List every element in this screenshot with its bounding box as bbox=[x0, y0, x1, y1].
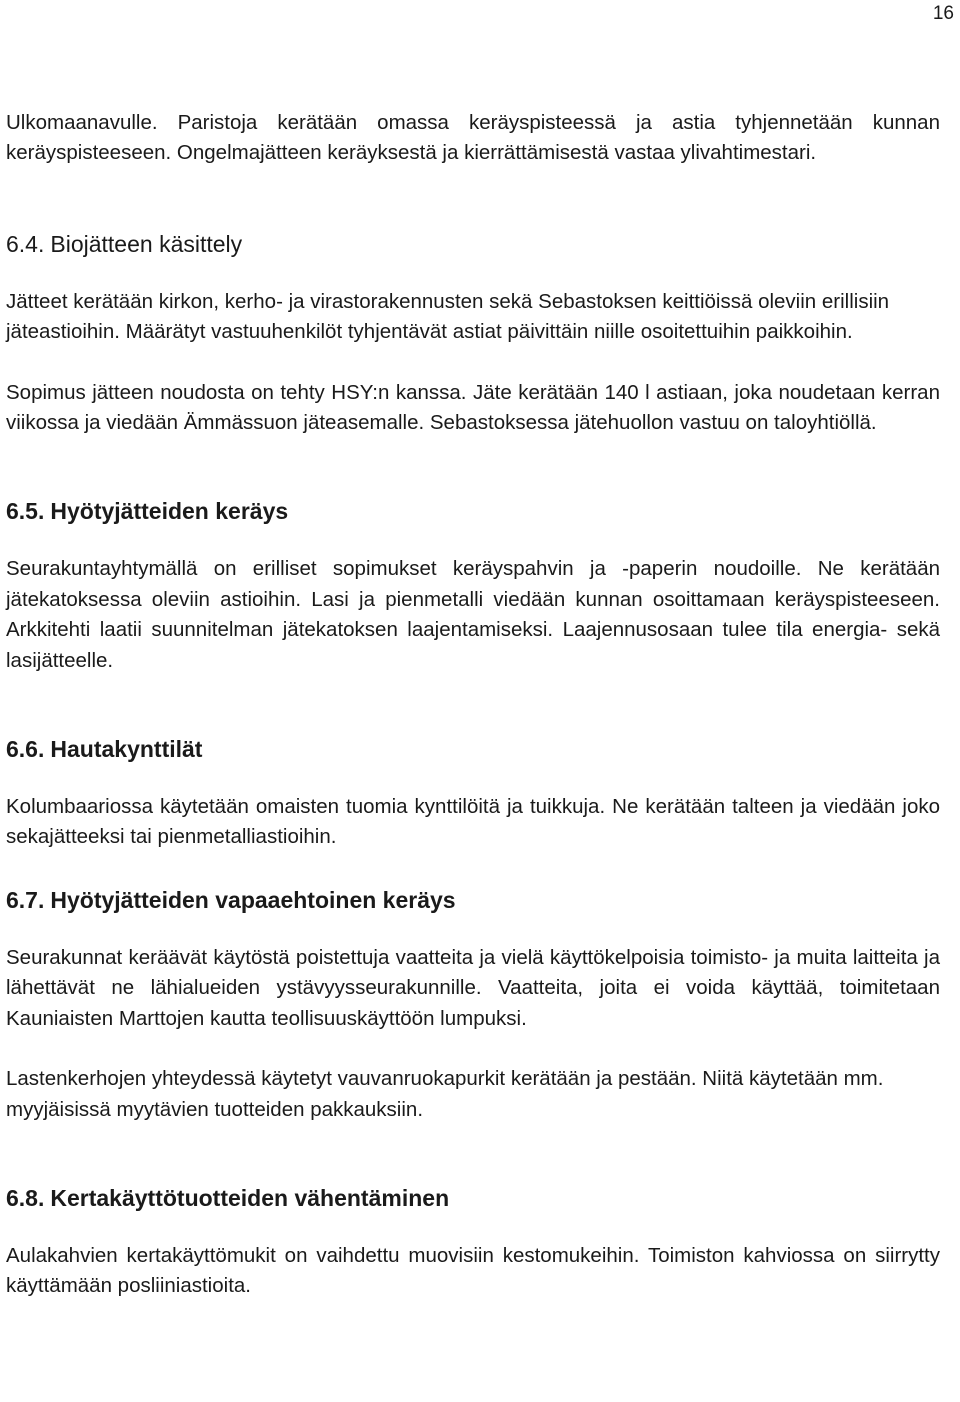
intro-paragraph: Ulkomaanavulle. Paristoja kerätään omassa keräyspisteessä ja astia tyhjennetään kunnan keräyspisteeseen. Ongelmajätteen keräyksestä ja kierrättämisestä vastaa ylivahtimestari. bbox=[6, 111, 940, 165]
section-number: 6.5. bbox=[6, 498, 45, 525]
section-6-6-paragraph-1: Kolumbaariossa käytetään omaisten tuomia kynttilöitä ja tuikkuja. Ne kerätään talteen ja viedään joko sekajätteeksi tai pienmetalliastioihin. bbox=[6, 795, 940, 849]
section-number: 6.4. bbox=[6, 230, 45, 257]
section-title: Hyötyjätteiden vapaaehtoinen keräys bbox=[50, 886, 456, 913]
section-number: 6.8. bbox=[6, 1184, 45, 1211]
section-heading-6-7 bbox=[6, 885, 940, 915]
section-title: Biojätteen käsittely bbox=[50, 230, 243, 257]
section-6-4-paragraph-2: Sopimus jätteen noudosta on tehty HSY:n kanssa. Jäte kerätään 140 l astiaan, joka noudetaan kerran viikossa ja viedään Ämmässuon jäteasemalle. Sebastoksessa jätehuollon vastuu on taloyhtiöllä. bbox=[6, 380, 940, 435]
section-title: Kertakäyttötuotteiden vähentäminen bbox=[50, 1184, 450, 1211]
section-heading-6-8 bbox=[6, 1183, 940, 1213]
section-heading-6-5 bbox=[6, 496, 940, 526]
page-number: 16 bbox=[932, 3, 954, 24]
section-6-7-paragraph-1: Seurakunnat keräävät käytöstä poistettuja vaatteita ja vielä käyttökelpoisia toimisto- ja muita laitteita ja lähettävät ne lähialueiden ystävyysseurakunnille. Vaatteita, joita ei voida käyttää, toimitetaan Kauniaisten Marttojen kautta teollisuuskäyttöön lumpuksi. bbox=[6, 945, 940, 1030]
section-number: 6.7. bbox=[6, 886, 45, 913]
section-title: Hautakynttilät bbox=[50, 736, 203, 763]
section-heading-6-4 bbox=[6, 229, 940, 259]
section-6-8-paragraph-1: Aulakahvien kertakäyttömukit on vaihdettu muovisiin kestomukeihin. Toimiston kahviossa on siirrytty käyttämään posliiniastioita. bbox=[6, 1243, 940, 1298]
section-6-7-paragraph-2: Lastenkerhojen yhteydessä käytetyt vauvanruokapurkit kerätään ja pestään. Niitä käytetään mm. myyjäisissä myytävien tuotteiden pakkauksiin. bbox=[6, 1067, 884, 1121]
document-body bbox=[6, 108, 940, 1302]
section-heading-6-6 bbox=[6, 734, 940, 764]
section-6-5-paragraph-1: Seurakuntayhtymällä on erilliset sopimukset keräyspahvin ja -paperin noudoille. Ne kerätään jätekatoksessa oleviin astioihin. Lasi ja pienmetalli viedään kunnan osoittamaan keräyspisteeseen. Arkkitehti laatii suunnitelman jätekatoksen laajentamiseksi. Laajennusosaan tulee tila energia- sekä lasijätteelle. bbox=[6, 557, 940, 672]
section-6-4-paragraph-1: Jätteet kerätään kirkon, kerho- ja virastorakennusten sekä Sebastoksen keittiöissä oleviin erillisiin jäteastioihin. Määrätyt vastuuhenkilöt tyhjentävät astiat päivittäin niille osoitettuihin paikkoihin. bbox=[6, 289, 890, 344]
section-number: 6.6. bbox=[6, 736, 45, 763]
section-title: Hyötyjätteiden keräys bbox=[50, 498, 289, 525]
